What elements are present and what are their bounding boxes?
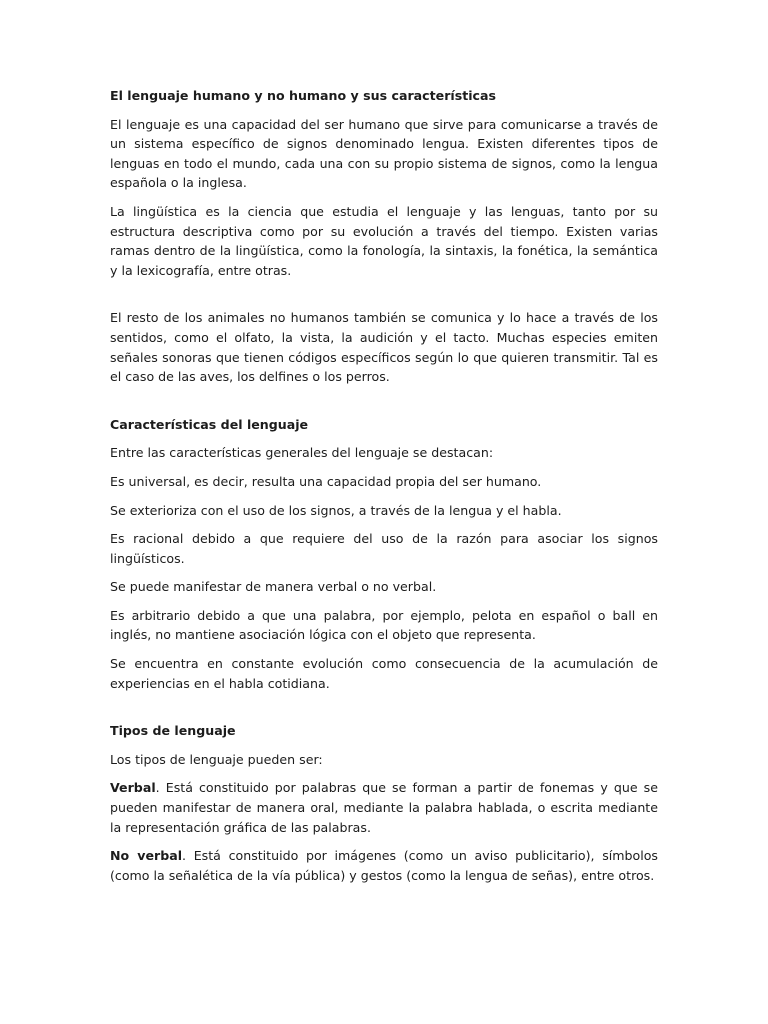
characteristics-heading: Características del lenguaje bbox=[110, 416, 309, 432]
document-page bbox=[110, 86, 658, 894]
type-nonverbal-text: . Está constituido por imágenes (como un aviso publicitario), símbolos (como la señalética de la vía pública) y gestos (como la lengua de señas), entre otros. bbox=[110, 848, 658, 883]
types-intro: Los tipos de lenguaje pueden ser: bbox=[110, 751, 323, 767]
characteristic-item: Se puede manifestar de manera verbal o no verbal. bbox=[110, 579, 437, 595]
intro-paragraph-1: El lenguaje es una capacidad del ser humano que sirve para comunicarse a través de un sistema específico de signos denominado lengua. Existen diferentes tipos de lenguas en todo el mundo, cada una con su propio sistema de signos, como la lengua española o la inglesa. bbox=[110, 116, 658, 191]
type-verbal-paragraph bbox=[110, 778, 658, 837]
type-verbal-label: Verbal bbox=[110, 780, 156, 796]
animals-paragraph: El resto de los animales no humanos también se comunica y lo hace a través de los sentidos, como el olfato, la vista, la audición y el tacto. Muchas especies emiten señales sonoras que tienen códigos específicos según lo que quieren transmitir. Tal es el caso de las aves, los delfines o los perros. bbox=[110, 310, 658, 385]
characteristic-item: Es racional debido a que requiere del uso de la razón para asociar los signos lingüísticos. bbox=[110, 531, 658, 566]
type-nonverbal-paragraph bbox=[110, 846, 658, 885]
characteristic-item: Se encuentra en constante evolución como consecuencia de la acumulación de experiencias en el habla cotidiana. bbox=[110, 656, 658, 691]
type-verbal-text: . Está constituido por palabras que se forman a partir de fonemas y que se pueden manifestar de manera oral, mediante la palabra hablada, o escrita mediante la representación gráfica de las palabras. bbox=[110, 780, 658, 835]
intro-paragraph-2: La lingüística es la ciencia que estudia el lenguaje y las lenguas, tanto por su estructura descriptiva como por su evolución a través del tiempo. Existen varias ramas dentro de la lingüística, como la fonología, la sintaxis, la fonética, la semántica y la lexicografía, entre otras. bbox=[110, 203, 658, 278]
document-title: El lenguaje humano y no humano y sus características bbox=[110, 88, 497, 103]
characteristic-item: Es universal, es decir, resulta una capacidad propia del ser humano. bbox=[110, 473, 542, 489]
characteristic-item: Es arbitrario debido a que una palabra, por ejemplo, pelota en español o ball en inglés, no mantiene asociación lógica con el objeto que representa. bbox=[110, 607, 658, 643]
characteristic-item: Se exterioriza con el uso de los signos, a través de la lengua y el habla. bbox=[110, 502, 562, 518]
characteristics-intro: Entre las características generales del lenguaje se destacan: bbox=[110, 445, 494, 461]
type-nonverbal-label: No verbal bbox=[110, 848, 183, 864]
types-heading: Tipos de lenguaje bbox=[110, 723, 236, 739]
